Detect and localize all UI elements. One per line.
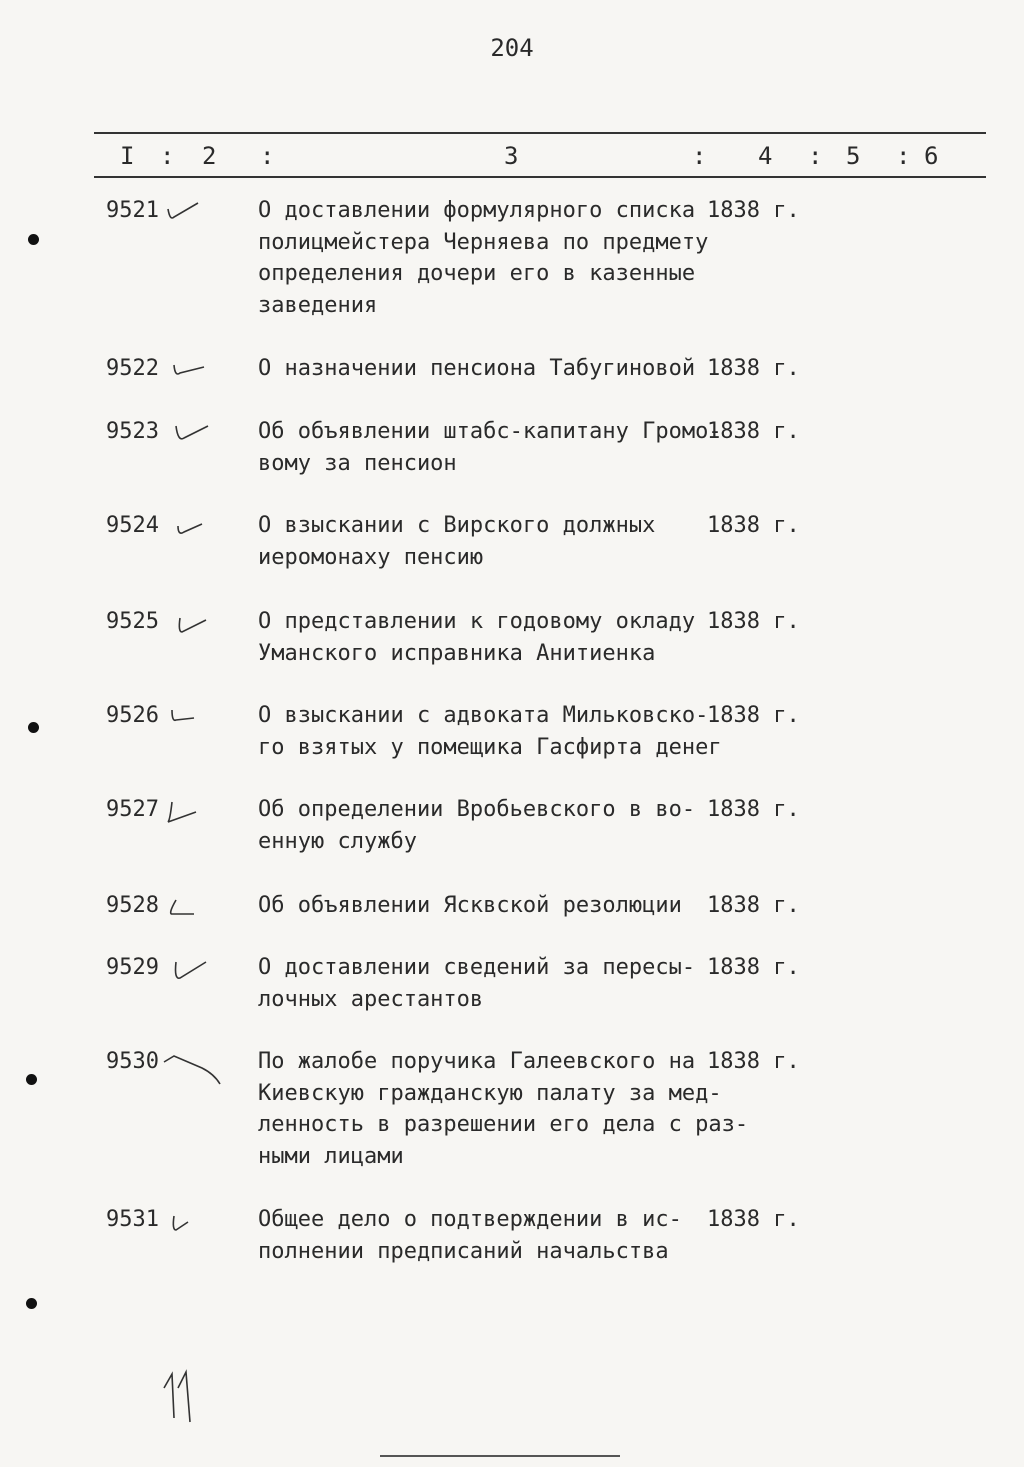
record-year: 1838 г. [707,1207,800,1232]
header-col-3: 3 [504,142,519,170]
header-sep: : [160,142,175,170]
record-title: Об объявлении штабс-капитану Громо- вому за пенсион [258,419,722,476]
record-title: О взыскании с адвоката Мильковско- го взятых у помещика Гасфирта денег [258,703,722,760]
record-year: 1838 г. [707,609,800,634]
check-mark-icon [164,199,206,227]
record-year: 1838 г. [707,1049,800,1074]
table-row [0,1204,1024,1268]
table-row [0,606,1024,700]
record-year: 1838 г. [707,893,800,918]
record-number: 9521 [106,198,159,223]
record-year: 1838 г. [707,356,800,381]
check-mark-icon [168,1208,210,1236]
table-row [0,794,1024,890]
record-title: О представлении к годовому окладу Уманского исправника Анитиенка [258,609,696,666]
record-number: 9525 [106,609,159,634]
binding-hole [28,234,39,245]
record-title: О назначении пенсиона Табугиновой [258,356,696,381]
header-col-4: 4 [758,142,773,170]
table-row [0,890,1024,952]
record-title: Общее дело о подтверждении в ис- полнении предписаний начальства [258,1207,682,1264]
binding-hole [26,1074,37,1085]
table-row [0,952,1024,1046]
record-year: 1838 г. [707,955,800,980]
check-mark-icon [172,514,214,542]
table-row [0,195,1024,353]
table-rule-bottom [94,176,986,178]
record-title: О доставлении сведений за пересы- лочных арестантов [258,955,696,1012]
header-sep: : [692,142,707,170]
record-number: 9522 [106,356,159,381]
binding-hole [26,1298,37,1309]
record-number: 9529 [106,955,159,980]
record-number: 9530 [106,1049,159,1074]
header-sep: : [808,142,823,170]
check-mark-icon [172,610,214,638]
record-number: 9526 [106,703,159,728]
check-mark-icon [170,357,212,385]
record-number: 9524 [106,513,159,538]
table-row [0,1046,1024,1204]
table-header [0,142,1024,172]
check-mark-icon [170,956,212,984]
page-number: 204 [490,34,534,62]
binding-hole [28,722,39,733]
header-sep: : [896,142,911,170]
handwritten-sheet-number [160,1368,200,1424]
record-title: Об объявлении Ясквской резолюции [258,893,682,918]
table-row [0,416,1024,510]
bottom-edge-mark [380,1455,620,1461]
record-number: 9528 [106,893,159,918]
record-year: 1838 г. [707,703,800,728]
record-number: 9527 [106,797,159,822]
table-row [0,700,1024,794]
record-number: 9523 [106,419,159,444]
check-mark-icon [168,704,210,732]
header-col-2: 2 [202,142,217,170]
check-mark-icon [162,1050,224,1090]
record-title: По жалобе поручика Галеевского на Киевскую гражданскую палату за мед- ленность в разрешении его дела с раз- ными лицами [258,1049,749,1169]
records-list [0,195,1024,1268]
record-title: Об определении Вробьевского в во- енную службу [258,797,696,854]
record-title: О доставлении формулярного списка полицмейстера Черняева по предмету определения дочери его в казенные заведения [258,198,709,318]
record-year: 1838 г. [707,419,800,444]
table-row [0,510,1024,606]
header-sep: : [260,142,275,170]
record-year: 1838 г. [707,198,800,223]
header-col-5: 5 [846,142,861,170]
record-title: О взыскании с Вирского должных иеромонаху пенсию [258,513,656,570]
table-row [0,353,1024,416]
check-mark-icon [162,798,204,826]
header-col-1: I [120,142,135,170]
record-number: 9531 [106,1207,159,1232]
record-year: 1838 г. [707,513,800,538]
header-col-6: 6 [924,142,939,170]
check-mark-icon [172,420,214,448]
record-year: 1838 г. [707,797,800,822]
table-rule-top [94,132,986,134]
check-mark-icon [164,894,206,922]
